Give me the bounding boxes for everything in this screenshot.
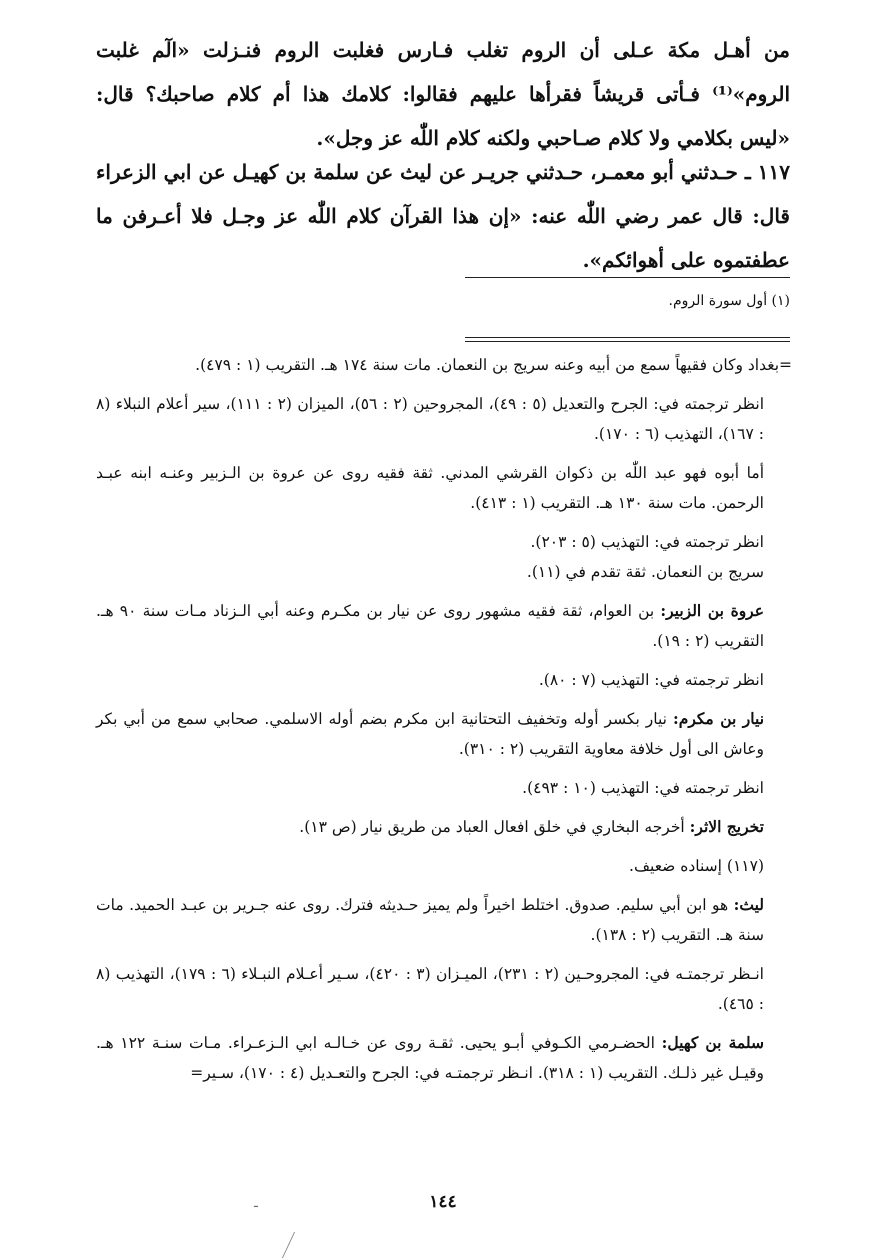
commentary-section [96, 350, 792, 1097]
main-paragraph-1: من أهـل مكة عـلى أن الروم تغلب فـارس فغلبت الروم فنـزلت «الٓم غلبت الروم»⁽¹⁾ فـأتى قريشاً فقرأها عليهم فقالوا: كلامك هذا أم كلام صاحبك؟ قال: «ليس بكلامي ولا كلام صـاحبي ولكنه كلام اللّٰه عز وجل». [96, 38, 790, 150]
commentary-entry [96, 851, 792, 881]
commentary-entry [96, 704, 792, 764]
commentary-entry [96, 527, 792, 557]
commentary-entry [96, 890, 792, 950]
entry-text: الحضـرمي الكـوفي أبـو يحيى. ثقـة روى عن خـالـه ابي الـزعـراء. مـات سنـة ١٢٢ هـ. وقيـل غير ذلـك. التقريب (١ : ٣١٨). انـظر ترجمتـه في: الجرح والتعـديل (٤ : ١٧٠)، سـير= [96, 1034, 764, 1082]
entry-text: نيار بكسر أوله وتخفيف التحتانية ابن مكرم بضم أوله الاسلمي. صحابي سمع من أبي بكر وعاش الى أول خلافة معاوية التقريب (٢ : ٣١٠). [96, 710, 764, 758]
commentary-separator [465, 337, 790, 342]
commentary-entry [96, 350, 792, 380]
entry-text: انـظر ترجمتـه في: المجروحـين (٢ : ٢٣١)، الميـزان (٣ : ٤٢٠)، سـير أعـلام النبـلاء (٦ : ١٧٩)، التهذيب (٨ : ٤٦٥). [96, 965, 764, 1013]
footnote-separator [465, 277, 790, 278]
entry-text: أخرجه البخاري في خلق افعال العباد من طريق نيار (ص ١٣). [299, 818, 690, 836]
entry-text: انظر ترجمته في: التهذيب (٧ : ٨٠). [538, 671, 764, 689]
entry-heading: ليث: [733, 895, 764, 914]
entry-heading: تخريج الاثر: [689, 817, 764, 836]
entry-text: انظر ترجمته في: التهذيب (٥ : ٢٠٣). [530, 533, 764, 551]
commentary-entry [96, 1028, 792, 1088]
scan-artifact-line [282, 1232, 315, 1258]
commentary-entry [96, 389, 792, 449]
entry-text: انظر ترجمته في: الجرح والتعديل (٥ : ٤٩)، المجروحين (٢ : ٥٦)، الميزان (٢ : ١١١)، سير أعلام النبلاء (٨ : ١٦٧)، التهذيب (٦ : ١٧٠). [96, 395, 765, 443]
entry-heading: نيار بن مكرم: [673, 709, 765, 728]
entry-text: انظر ترجمته في: التهذيب (١٠ : ٤٩٣). [522, 779, 764, 797]
commentary-entry [96, 458, 792, 518]
commentary-entry [96, 959, 792, 1019]
entry-heading: عروة بن الزبير: [660, 601, 764, 620]
page-number: ١٤٤ [429, 1192, 457, 1212]
entry-text: (١١٧) إسناده ضعيف. [629, 857, 764, 875]
entry-text: بن العوام، ثقة فقيه مشهور روى عن نيار بن مكـرم وعنه أبي الـزناد مـات سنة ٩٠ هـ. التقريب (٢ : ١٩). [96, 602, 764, 650]
footnote-1: (١) أول سورة الروم. [668, 293, 790, 309]
commentary-entry [96, 773, 792, 803]
entry-text: أما أبوه فهو عبد اللّٰه بن ذكوان القرشي المدني. ثقة فقيه روى عن عروة بن الـزبير وعنـه ابنه عبـد الرحمن. مات سنة ١٣٠ هـ. التقريب (١ : ٤١٣). [96, 464, 764, 512]
commentary-entry [96, 596, 792, 656]
commentary-entry [96, 557, 792, 587]
commentary-entry [96, 665, 792, 695]
main-paragraph-2-hadith-117: ١١٧ ـ حـدثني أبو معمـر، حـدثني جريـر عن ليث عن سلمة بن كهيـل عن ابي الزعراء قال: قال عمر رضي اللّٰه عنه: «إن هذا القرآن كلام اللّٰه عز وجـل فلا أعـرفن ما عطفتموه على أهوائكم». [96, 160, 790, 272]
entry-text: سريج بن النعمان. ثقة تقدم في (١١). [526, 563, 764, 581]
commentary-entry [96, 812, 792, 842]
stray-mark: ـ [254, 1196, 258, 1211]
entry-text: هو ابن أبي سليم. صدوق. اختلط اخيراً ولم يميز حـديثه فترك. روى عنه جـرير بن عبـد الحميد. مات سنة هـ. التقريب (٢ : ١٣٨). [96, 896, 764, 944]
entry-text: =بغداد وكان فقيهاً سمع من أبيه وعنه سريج بن النعمان. مات سنة ١٧٤ هـ. التقريب (١ : ٤٧٩). [195, 356, 792, 374]
entry-heading: سلمة بن كهيل: [661, 1033, 764, 1052]
